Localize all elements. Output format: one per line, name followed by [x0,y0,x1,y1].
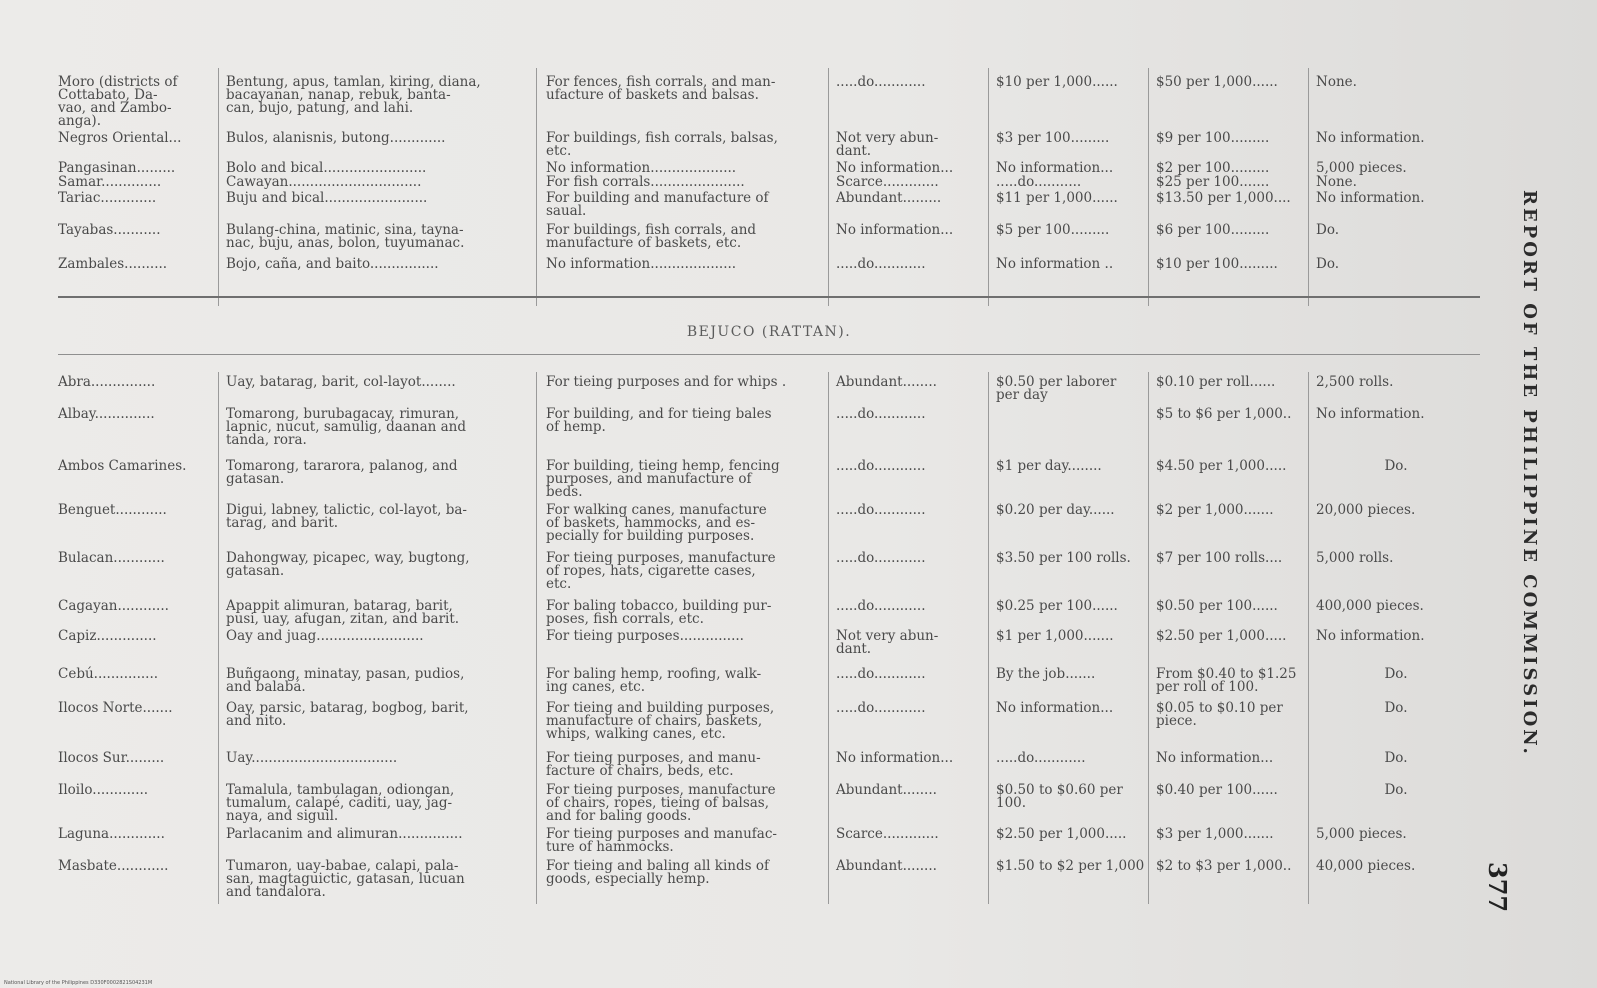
species-cell: Bulang-china, matinic, sina, tayna- nac, buju, anas, bolon, tuyumanac. [226,222,465,251]
cost-cell: By the job....... [996,666,1096,682]
quantity-cell: Do. [1384,458,1408,474]
cost-cell: $0.50 to $0.60 per 100. [996,782,1123,811]
use-cell: For building, tieing hemp, fencing purposes, and manufacture of beds. [546,458,780,500]
price-cell: From $0.40 to $1.25 per roll of 100. [1156,666,1297,695]
species-cell: Tumaron, uay-babae, calapi, pala- san, magtaguictic, gatasan, lucuan and tandalora. [226,858,465,900]
use-cell: For tieing purposes and for whips . [546,374,787,390]
species-cell: Digui, labney, talictic, col-layot, ba- tarag, and barit. [226,502,467,531]
abundance-cell: Scarce............. [836,174,939,190]
abundance-cell: No information... [836,222,954,238]
abundance-cell: .....do............ [836,502,926,518]
price-cell: $7 per 100 rolls.... [1156,550,1283,566]
abundance-cell: .....do............ [836,256,926,272]
abundance-cell: .....do............ [836,666,926,682]
use-cell: For baling hemp, roofing, walk- ing canes, etc. [546,666,762,695]
price-cell: $5 to $6 per 1,000.. [1156,406,1292,422]
quantity-cell: Do. [1384,700,1408,716]
province-cell: Ilocos Sur......... [58,750,165,766]
province-cell: Albay.............. [58,406,155,422]
rattan-table [58,372,1480,912]
province-cell: Cebú............... [58,666,159,682]
cost-cell: $5 per 100......... [996,222,1110,238]
species-cell: Buju and bical........................ [226,190,428,206]
abundance-cell: No information... [836,160,954,176]
price-cell: $4.50 per 1,000..... [1156,458,1287,474]
quantity-cell: Do. [1316,222,1340,238]
price-cell: $2 per 1,000....... [1156,502,1274,518]
abundance-cell: Abundant......... [836,190,942,206]
province-cell: Moro (districts of Cottabato, Da- vao, and Zambo- anga). [58,74,178,129]
abundance-cell: .....do............ [836,598,926,614]
abundance-cell: Not very abun- dant. [836,130,939,159]
quantity-cell: Do. [1384,666,1408,682]
price-cell: $0.50 per 100...... [1156,598,1278,614]
abundance-cell: .....do............ [836,700,926,716]
quantity-cell: 400,000 pieces. [1316,598,1424,614]
price-cell: $2 per 100......... [1156,160,1270,176]
province-cell: Masbate............ [58,858,169,874]
price-cell: $2 to $3 per 1,000.. [1156,858,1292,874]
abundance-cell: Not very abun- dant. [836,628,939,657]
province-cell: Capiz.............. [58,628,157,644]
price-cell: $50 per 1,000...... [1156,74,1278,90]
quantity-cell: 20,000 pieces. [1316,502,1416,518]
province-cell: Ambos Camarines. [58,458,187,474]
top-table [58,60,1480,305]
quantity-cell: 40,000 pieces. [1316,858,1416,874]
cost-cell: $1 per day........ [996,458,1102,474]
abundance-cell: Abundant........ [836,858,937,874]
price-cell: $10 per 100......... [1156,256,1278,272]
cost-cell: No information .. [996,256,1114,272]
species-cell: Uay.................................. [226,750,398,766]
price-cell: $2.50 per 1,000..... [1156,628,1287,644]
quantity-cell: Do. [1316,256,1340,272]
cost-cell: $0.20 per day...... [996,502,1115,518]
use-cell: For buildings, fish corrals, and manufacture of baskets, etc. [546,222,757,251]
abundance-cell: Abundant........ [836,374,937,390]
abundance-cell: No information... [836,750,954,766]
species-cell: Tomarong, tararora, palanog, and gatasan. [226,458,458,487]
species-cell: Parlacanim and alimuran............... [226,826,463,842]
province-cell: Cagayan............ [58,598,169,614]
use-cell: For tieing and baling all kinds of goods, especially hemp. [546,858,769,887]
province-cell: Tayabas........... [58,222,161,238]
price-cell: $3 per 1,000....... [1156,826,1274,842]
province-cell: Laguna............. [58,826,165,842]
cost-cell: $3.50 per 100 rolls. [996,550,1131,566]
cost-cell: $0.50 per laborer per day [996,374,1117,403]
use-cell: For baling tobacco, building pur- poses, fish corrals, etc. [546,598,772,627]
province-cell: Benguet............ [58,502,167,518]
province-cell: Abra............... [58,374,156,390]
cost-cell: $1.50 to $2 per 1,000 [996,858,1145,874]
species-cell: Bentung, apus, tamlan, kiring, diana, bacayanan, nanap, rebuk, banta- can, bujo, patung, and lahi. [226,74,481,116]
section-title: BEJUCO (RATTAN). [686,324,852,340]
species-cell: Oay, parsic, batarag, bogbog, barit, and nito. [226,700,469,729]
species-cell: Oay and juag......................... [226,628,424,644]
use-cell: For tieing purposes, manufacture of chairs, ropes, tieing of balsas, and for baling goods. [546,782,776,824]
cost-cell: $3 per 100......... [996,130,1110,146]
species-cell: Apappit alimuran, batarag, barit, pusi, uay, afugan, zitan, and barit. [226,598,460,627]
quantity-cell: None. [1316,174,1357,190]
use-cell: No information.................... [546,256,737,272]
price-cell: No information... [1156,750,1274,766]
quantity-cell: 2,500 rolls. [1316,374,1394,390]
cost-cell: $0.25 per 100...... [996,598,1118,614]
cost-cell: No information... [996,700,1114,716]
price-cell: $0.40 per 100...... [1156,782,1278,798]
cost-cell: No information... [996,160,1114,176]
quantity-cell: Do. [1384,750,1408,766]
use-cell: For walking canes, manufacture of baskets, hammocks, and es- pecially for building purposes. [546,502,767,544]
cost-cell: $2.50 per 1,000..... [996,826,1127,842]
species-cell: Cawayan............................... [226,174,422,190]
species-cell: Dahongway, picapec, way, bugtong, gatasan. [226,550,470,579]
price-cell: $13.50 per 1,000.... [1156,190,1291,206]
species-cell: Bojo, caña, and baito................ [226,256,439,272]
section-rule [58,354,1480,355]
use-cell: No information.................... [546,160,737,176]
cost-cell: .....do........... [996,174,1082,190]
quantity-cell: 5,000 rolls. [1316,550,1394,566]
species-cell: Bolo and bical........................ [226,160,427,176]
price-cell: $0.10 per roll...... [1156,374,1276,390]
province-cell: Negros Oriental... [58,130,182,146]
use-cell: For tieing purposes and manufac- ture of hammocks. [546,826,777,855]
abundance-cell: .....do............ [836,74,926,90]
province-cell: Zambales.......... [58,256,168,272]
use-cell: For tieing purposes, and manu- facture of chairs, beds, etc. [546,750,761,779]
price-cell: $9 per 100......... [1156,130,1270,146]
province-cell: Samar.............. [58,174,162,190]
abundance-cell: Scarce............. [836,826,939,842]
province-cell: Iloilo............. [58,782,149,798]
quantity-cell: None. [1316,74,1357,90]
province-cell: Tariac............. [58,190,157,206]
cost-cell: $1 per 1,000....... [996,628,1114,644]
province-cell: Ilocos Norte....... [58,700,173,716]
species-cell: Buñgaong, minatay, pasan, pudios, and balabá. [226,666,465,695]
cost-cell: $11 per 1,000...... [996,190,1118,206]
use-cell: For tieing purposes, manufacture of ropes, hats, cigarette cases, etc. [546,550,776,592]
scan-footer: National Library of the Philippines D330F0002821S04231M [4,980,153,986]
abundance-cell: .....do............ [836,550,926,566]
use-cell: For buildings, fish corrals, balsas, etc. [546,130,778,159]
province-cell: Pangasinan......... [58,160,176,176]
quantity-cell: No information. [1316,130,1425,146]
use-cell: For building and manufacture of saual. [546,190,769,219]
page-number: 377 [1483,862,1512,913]
use-cell: For fish corrals...................... [546,174,745,190]
price-cell: $6 per 100......... [1156,222,1270,238]
cost-cell: .....do............ [996,750,1086,766]
species-cell: Tamalula, tambulagan, odiongan, tumalum, calapé, caditi, uay, jag- naya, and siguil. [226,782,455,824]
abundance-cell: Abundant........ [836,782,937,798]
abundance-cell: .....do............ [836,458,926,474]
quantity-cell: No information. [1316,190,1425,206]
species-cell: Tomarong, burubagacay, rimuran, lapnic, nucut, samulig, daanan and tanda, rora. [226,406,467,448]
quantity-cell: 5,000 pieces. [1316,160,1407,176]
use-cell: For tieing purposes............... [546,628,744,644]
cost-cell: $10 per 1,000...... [996,74,1118,90]
running-header: REPORT OF THE PHILIPPINE COMMISSION. [1519,190,1540,757]
use-cell: For building, and for tieing bales of hemp. [546,406,772,435]
use-cell: For tieing and building purposes, manufacture of chairs, baskets, whips, walking canes, etc. [546,700,775,742]
province-cell: Bulacan............ [58,550,165,566]
quantity-cell: No information. [1316,406,1425,422]
section-rule [58,296,1480,298]
species-cell: Bulos, alanisnis, butong............. [226,130,446,146]
price-cell: $25 per 100....... [1156,174,1270,190]
abundance-cell: .....do............ [836,406,926,422]
price-cell: $0.05 to $0.10 per piece. [1156,700,1283,729]
species-cell: Uay, batarag, barit, col-layot........ [226,374,456,390]
use-cell: For fences, fish corrals, and man- ufacture of baskets and balsas. [546,74,776,103]
quantity-cell: Do. [1384,782,1408,798]
quantity-cell: No information. [1316,628,1425,644]
quantity-cell: 5,000 pieces. [1316,826,1407,842]
